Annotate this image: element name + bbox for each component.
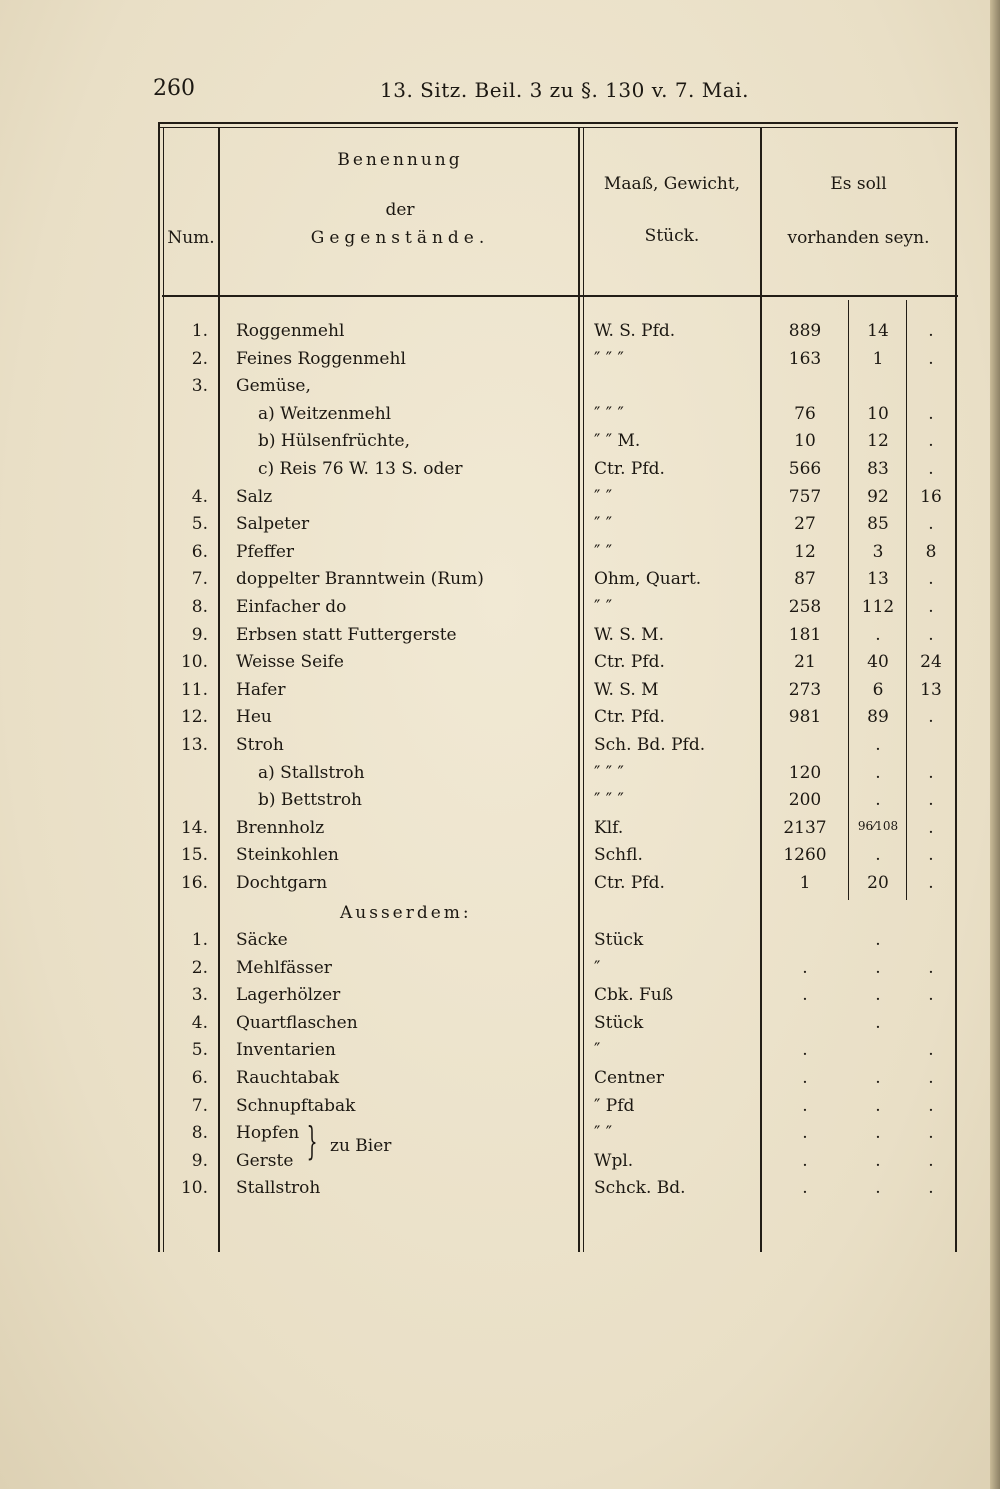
extra-row-2-value-sub2: . [928, 985, 934, 1006]
page-number: 260 [153, 76, 195, 101]
extra-row-7-value-main: . [802, 1123, 808, 1144]
extra-row-5-number: 6. [191, 1068, 208, 1088]
running-head: 13. Sitz. Beil. 3 zu §. 130 v. 7. Mai. [380, 78, 749, 102]
main-row-7-unit: ″ ″ [594, 514, 613, 535]
main-row-15-name: Stroh [236, 735, 284, 755]
main-row-14-name: Heu [236, 707, 272, 728]
main-row-1-unit: ″ ″ ″ [594, 348, 624, 369]
main-row-4-value-sub2: . [928, 431, 934, 452]
main-row-6-value-sub1: 92 [867, 486, 889, 507]
name-column-divider [578, 128, 580, 1252]
main-row-1-value-main: 163 [788, 348, 822, 369]
extra-row-5-unit: Centner [594, 1068, 664, 1088]
main-row-10-value-main: 258 [788, 597, 822, 617]
main-row-18-number: 14. [180, 817, 208, 838]
main-row-12-name: Weisse Seife [236, 652, 344, 673]
main-row-8-name: Pfeffer [236, 541, 295, 562]
main-row-20-unit: Ctr. Pfd. [594, 873, 665, 893]
header-name-line3: Gegenstände. [310, 228, 490, 248]
main-row-12-value-sub2: 24 [920, 652, 942, 673]
extra-row-2-value-sub1: . [875, 985, 881, 1006]
main-row-10-value-sub2: . [928, 597, 934, 617]
table-top-rule-thin [158, 127, 958, 128]
main-row-18-name: Brennholz [236, 817, 325, 838]
main-row-0-value-main: 889 [788, 321, 822, 341]
extra-row-2-value-main: . [802, 985, 808, 1006]
extra-row-6-name: Schnupftabak [236, 1095, 356, 1116]
extra-row-0-value-sub1: . [875, 930, 881, 950]
main-row-11-number: 9. [191, 624, 208, 645]
main-row-19-value-sub1: . [875, 845, 881, 866]
header-should-line2: vorhanden seyn. [787, 228, 930, 248]
main-row-8-value-sub2: 8 [925, 541, 937, 562]
main-row-7-value-main: 27 [794, 514, 816, 535]
extra-row-4-value-main: . [802, 1040, 808, 1061]
main-row-6-value-sub2: 16 [920, 486, 942, 507]
extra-row-6-unit: ″ Pfd [594, 1095, 635, 1116]
main-row-6-number: 4. [191, 486, 208, 507]
main-row-5-name: c) Reis 76 W. 13 S. oder [258, 459, 463, 479]
main-row-17-name: b) Bettstroh [258, 790, 363, 811]
main-row-4-value-main: 10 [794, 431, 816, 452]
main-row-9-value-main: 87 [794, 569, 816, 590]
extra-row-5-value-main: . [802, 1068, 808, 1088]
main-row-12-unit: Ctr. Pfd. [594, 652, 665, 673]
page-edge [990, 0, 1000, 1489]
main-row-1-name: Feines Roggenmehl [236, 348, 406, 369]
main-row-19-name: Steinkohlen [236, 845, 339, 866]
main-row-12-value-main: 21 [794, 652, 816, 673]
main-row-7-value-sub1: 85 [867, 514, 889, 535]
main-row-9-value-sub1: 13 [867, 569, 889, 590]
extra-row-0-name: Säcke [236, 930, 288, 950]
main-row-16-value-sub2: . [928, 762, 934, 783]
main-row-12-value-sub1: 40 [867, 652, 889, 673]
main-row-20-name: Dochtgarn [236, 873, 328, 893]
main-row-15-value-sub1: . [875, 735, 881, 755]
extra-row-5-name: Rauchtabak [236, 1068, 340, 1088]
main-row-5-value-sub2: . [928, 459, 934, 479]
extra-row-3-unit: Stück [594, 1012, 644, 1033]
extra-row-1-value-main: . [802, 957, 808, 978]
main-row-12-number: 10. [180, 652, 208, 673]
main-row-13-value-main: 273 [788, 679, 822, 700]
extra-row-9-unit: Schck. Bd. [594, 1178, 686, 1199]
hops-barley-brace: } [306, 1119, 318, 1163]
main-row-6-value-main: 757 [788, 486, 822, 507]
main-row-20-number: 16. [180, 873, 208, 893]
main-row-6-name: Salz [236, 486, 273, 507]
main-row-10-name: Einfacher do [236, 597, 347, 617]
main-row-20-value-sub1: 20 [867, 873, 889, 893]
main-row-2-name: Gemüse, [236, 376, 311, 397]
main-row-13-unit: W. S. M [594, 679, 659, 700]
extra-row-8-unit: Wpl. [594, 1150, 634, 1171]
main-row-5-value-sub1: 83 [867, 459, 889, 479]
main-row-18-unit: Klf. [594, 817, 624, 838]
extra-row-0-number: 1. [191, 930, 208, 950]
extra-row-4-value-sub2: . [928, 1040, 934, 1061]
main-row-3-value-sub2: . [928, 403, 934, 424]
main-row-0-number: 1. [191, 321, 208, 341]
main-row-8-value-sub1: 3 [872, 541, 884, 562]
extra-row-8-number: 9. [191, 1150, 208, 1171]
main-row-1-value-sub2: . [928, 348, 934, 369]
main-row-19-value-sub2: . [928, 845, 934, 866]
main-row-11-value-sub1: . [875, 624, 881, 645]
header-unit-line2: Stück. [644, 226, 700, 246]
main-row-8-unit: ″ ″ [594, 541, 613, 562]
header-should-line1: Es soll [830, 174, 887, 194]
extra-row-5-value-sub1: . [875, 1068, 881, 1088]
extra-row-9-value-sub2: . [928, 1178, 934, 1199]
main-row-1-value-sub1: 1 [872, 348, 884, 369]
main-row-14-number: 12. [180, 707, 208, 728]
main-row-16-value-sub1: . [875, 762, 881, 783]
table-top-rule [158, 122, 958, 124]
extra-row-4-name: Inventarien [236, 1040, 336, 1061]
main-row-0-unit: W. S. Pfd. [594, 321, 676, 341]
main-row-3-value-sub1: 10 [867, 403, 889, 424]
extra-row-6-value-main: . [802, 1095, 808, 1116]
main-row-7-value-sub2: . [928, 514, 934, 535]
main-row-16-value-main: 120 [788, 762, 822, 783]
main-row-0-name: Roggenmehl [236, 321, 345, 341]
main-row-17-value-sub1: . [875, 790, 881, 811]
main-row-11-value-main: 181 [788, 624, 822, 645]
extra-row-9-value-main: . [802, 1178, 808, 1199]
main-row-18-value-sub2: . [928, 817, 934, 838]
main-row-13-value-sub2: 13 [920, 679, 942, 700]
main-row-3-value-main: 76 [794, 403, 816, 424]
extra-row-7-value-sub1: . [875, 1123, 881, 1144]
num-column-divider [218, 128, 220, 1252]
main-row-2-number: 3. [191, 376, 208, 397]
main-row-6-unit: ″ ″ [594, 486, 613, 507]
main-row-16-name: a) Stallstroh [258, 762, 365, 783]
main-row-4-name: b) Hülsenfrüchte, [258, 431, 410, 452]
main-row-17-value-sub2: . [928, 790, 934, 811]
extra-row-8-value-main: . [802, 1150, 808, 1171]
main-row-9-name: doppelter Branntwein (Rum) [236, 569, 484, 590]
main-row-10-number: 8. [191, 597, 208, 617]
main-row-0-value-sub1: 14 [867, 321, 889, 341]
extra-row-2-number: 3. [191, 985, 208, 1006]
extra-row-5-value-sub2: . [928, 1068, 934, 1088]
main-row-8-value-main: 12 [794, 541, 816, 562]
main-row-11-value-sub2: . [928, 624, 934, 645]
main-row-14-value-sub2: . [928, 707, 934, 728]
main-row-19-unit: Schfl. [594, 845, 643, 866]
main-row-4-value-sub1: 12 [867, 431, 889, 452]
extra-row-0-unit: Stück [594, 930, 644, 950]
extra-row-8-value-sub1: . [875, 1150, 881, 1171]
extra-row-1-name: Mehlfässer [236, 957, 332, 978]
extra-row-4-unit: ″ [594, 1040, 601, 1061]
main-row-3-name: a) Weitzenmehl [258, 403, 392, 424]
main-row-18-value-sub1: 96⁄108 [857, 818, 899, 833]
extra-row-9-value-sub1: . [875, 1178, 881, 1199]
main-row-4-unit: ″ ″ M. [594, 431, 641, 452]
main-row-13-name: Hafer [236, 679, 286, 700]
main-row-9-unit: Ohm, Quart. [594, 569, 702, 590]
main-row-17-value-main: 200 [788, 790, 822, 811]
extra-row-7-number: 8. [191, 1123, 208, 1144]
extra-row-1-number: 2. [191, 957, 208, 978]
main-row-15-unit: Sch. Bd. Pfd. [594, 735, 706, 755]
main-row-14-value-main: 981 [788, 707, 822, 728]
name-column-divider-inner [583, 128, 584, 1252]
main-row-20-value-sub2: . [928, 873, 934, 893]
extra-row-2-name: Lagerhölzer [236, 985, 341, 1006]
extra-row-7-unit: ″ ″ [594, 1123, 613, 1144]
main-row-9-number: 7. [191, 569, 208, 590]
main-row-13-number: 11. [180, 679, 208, 700]
header-name-line1: Benennung [337, 150, 463, 170]
main-row-7-name: Salpeter [236, 514, 310, 535]
unit-column-divider [760, 128, 762, 1252]
main-row-10-value-sub1: 112 [861, 597, 895, 617]
right-border [955, 128, 957, 1252]
extra-row-3-number: 4. [191, 1012, 208, 1033]
main-row-0-value-sub2: . [928, 321, 934, 341]
main-row-18-value-main: 2137 [783, 817, 827, 838]
main-row-7-number: 5. [191, 514, 208, 535]
main-row-11-name: Erbsen statt Futtergerste [236, 624, 457, 645]
main-row-19-value-main: 1260 [783, 845, 827, 866]
extra-row-3-value-sub1: . [875, 1012, 881, 1033]
extra-row-6-number: 7. [191, 1095, 208, 1116]
extra-row-1-value-sub2: . [928, 957, 934, 978]
main-row-20-value-main: 1 [799, 873, 811, 893]
main-row-16-unit: ″ ″ ″ [594, 762, 624, 783]
header-unit-line1: Maaß, Gewicht, [603, 174, 741, 194]
extra-row-7-value-sub2: . [928, 1123, 934, 1144]
main-row-13-value-sub1: 6 [872, 679, 884, 700]
extra-row-6-value-sub2: . [928, 1095, 934, 1116]
main-row-5-value-main: 566 [788, 459, 822, 479]
extra-row-8-value-sub2: . [928, 1150, 934, 1171]
main-row-3-unit: ″ ″ ″ [594, 403, 624, 424]
value-divider-1 [848, 300, 849, 900]
main-row-15-number: 13. [180, 735, 208, 755]
main-row-14-value-sub1: 89 [867, 707, 889, 728]
extra-row-7-name: Hopfen [236, 1123, 300, 1144]
main-row-19-number: 15. [180, 845, 208, 866]
extra-row-8-name: Gerste [236, 1150, 294, 1171]
extra-row-2-unit: Cbk. Fuß [594, 985, 674, 1006]
main-row-5-unit: Ctr. Pfd. [594, 459, 665, 479]
beer-note: zu Bier [330, 1136, 392, 1156]
main-row-1-number: 2. [191, 348, 208, 369]
extra-row-6-value-sub1: . [875, 1095, 881, 1116]
extra-row-1-unit: ″ [594, 957, 601, 978]
main-row-11-unit: W. S. M. [594, 624, 664, 645]
header-name-line2: der [385, 200, 415, 220]
header-num: Num. [167, 228, 215, 248]
extra-row-3-name: Quartflaschen [236, 1012, 358, 1033]
main-row-8-number: 6. [191, 541, 208, 562]
section-label: Ausserdem: [340, 903, 472, 923]
main-row-10-unit: ″ ″ [594, 597, 613, 617]
extra-row-9-number: 10. [180, 1178, 208, 1199]
main-row-17-unit: ″ ″ ″ [594, 790, 624, 811]
extra-row-9-name: Stallstroh [236, 1178, 321, 1199]
main-row-9-value-sub2: . [928, 569, 934, 590]
value-divider-2 [906, 300, 907, 900]
header-bottom-rule [162, 295, 958, 297]
main-row-14-unit: Ctr. Pfd. [594, 707, 665, 728]
extra-row-1-value-sub1: . [875, 957, 881, 978]
extra-row-4-number: 5. [191, 1040, 208, 1061]
